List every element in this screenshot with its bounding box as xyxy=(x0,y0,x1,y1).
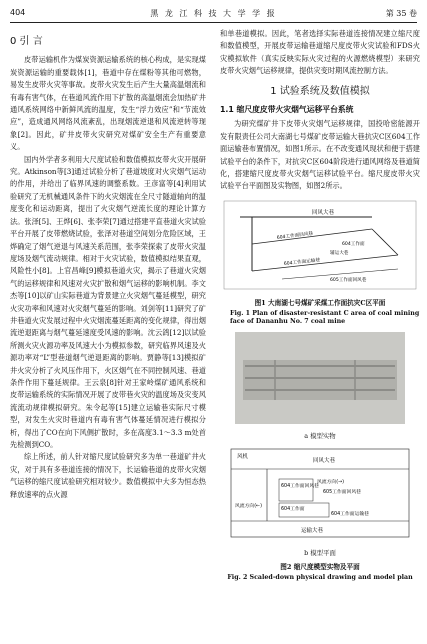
section-1-title: 1 试验系统及数值模拟 xyxy=(270,85,370,97)
figure-2-plan xyxy=(227,445,413,541)
label-main: 回风大巷 xyxy=(312,209,335,216)
plan-604-label: 604工作面 xyxy=(281,506,305,512)
right-column xyxy=(220,28,420,582)
plan-605-label: 605工作面回风巷 xyxy=(323,489,361,495)
figure-2-caption-zh: 图2 缩尺度模型实物及平面 xyxy=(280,563,360,572)
section-1-paragraph: 为研究煤矿井下皮带火灾烟气运移规律，国投哈密能源开发有限责任公司大南湖七号煤矿皮带运输大巷抗灾C区604工作面运输巷布置情况，如图1所示。在不改变通风现状和便于搭建试验平台的条件下，对抗灾C区604阶段进行通风网络及巷道简化，搭建缩尺度皮带火灾烟气运移试验平台。缩尺度皮带火灾试验平台平面图及实物图，如图2所示。 xyxy=(220,119,420,191)
label-face: 604工作面 xyxy=(342,241,365,247)
plan-fan: 风机 xyxy=(237,453,249,460)
intro-paragraph-2: 国内外学者多利用大尺度试验和数值模拟皮带火灾开展研究。Atkinson等[3]通过试验分析了巷道坡度对火灾烟气运动的作用，并给出了临界风速的调整系数。王彦富等[4]利用试验研究了无机械通风条件下的火灾烟流在全尺寸隧道轴向的温度变化和运动距离，提出了火灾烟气逆流长度的理论计算方法。张泽[5]、王烨[6]、张李荣[7]通过搭建平直巷道火灾试验平台开展了皮带燃烧试验，张泽对巷道空间划分危险区域，王烨确定了烟气逆退与风速关系范围，张李荣探索了皮带火灾温度场及烟气流动规律。相对于火灾试验，数值模拟结果直观，风险性小[8]。上官昌峰[9]模拟巷道火灾，揭示了巷道火灾烟气的运移规律和风速对火灾扩散和烟气运移的影响机制。李文杰等[10]以矿山实际巷道为背景建立火灾烟气蔓延模型，研究火灾功率和风速对火灾烟气蔓延的影响。刘剑等[11]研究了矿井巷道火灾发展过程中火灾烟流蔓延距离的变化规律，得出烟流逆退距离与烟气蔓延速度受风速的影响。沈云鸽[12]以试验所测火灾火源功率及风速大小为模拟参数，研究临界风速及火源功率对“L”型巷道烟气逆退距离的影响。贾静等[13]模拟矿井火灾分析了火风压作用下，火区烟气在不同控制风速、巷道条件作用下蔓延规律。王云泉[8]针对王家岭煤矿通风系统和皮带运输系统的实际情况开展了皮带巷火灾的温度场及灾变风流流动规律模拟研究。朱令起等[15]建立运输巷实际尺寸模型，对发生火灾时巷道内有毒有害气体蔓延情况进行模拟分析，得出了CO在向下风侧扩散时，多在高度3.1～3.3 m处首先检测到CO。 xyxy=(10,154,206,449)
volume-label: 第 35 卷 xyxy=(385,9,417,18)
plan-transport-main-label: 运输大巷 xyxy=(301,527,324,534)
intro-paragraph-cont: 和单巷道模拟。因此，笔者选择实际巷道连接情况建立缩尺度和数值模型，开展皮带运输巷道缩尺度皮带火灾试验和FDS火灾模拟软件（真实反映实际火灾过程的火源燃烧模型）来研究皮带火灾烟气运移规律，提供灾变时期风流控制方法。 xyxy=(220,29,420,76)
label-transport-way: 604工作面运输巷 xyxy=(283,258,321,267)
plan-flow-1: 风流方向(→) xyxy=(317,479,344,485)
left-column xyxy=(10,28,206,501)
page-number: 404 xyxy=(10,8,26,17)
label-inclined: 604工作面回风巷 xyxy=(276,231,314,241)
figure-1 xyxy=(220,199,420,326)
plan-face-return-label: 604工作面回风巷 xyxy=(281,483,319,489)
figure-1-drawing xyxy=(222,199,418,291)
plan-return-main-label: 回风大巷 xyxy=(313,457,336,464)
section-0-title: 0 引 言 xyxy=(10,36,43,47)
figure-2 xyxy=(220,332,420,582)
label-next-face: 605工作面回风巷 xyxy=(330,277,367,283)
intro-paragraph-3: 综上所述，前人针对缩尺度试验研究多为单一巷道矿井火灾，对于具有多巷道连接的情况下，长运输巷道的皮带火灾烟气运移的缩尺度试验研究相对较少。数值模拟中大多为恒态热释放速率的点火源 xyxy=(10,452,206,499)
page-header xyxy=(10,6,417,23)
figure-1-caption-zh: 图1 大南湖七号煤矿采煤工作面抗灾C区平面 xyxy=(254,299,386,308)
plan-flow-2: 风流方向(←) xyxy=(235,503,262,509)
intro-paragraph-1: 皮带运输机作为煤炭资源运输系统的核心构成，是实现煤炭资源运输的重要载体[1]，巷道中存在煤粉等其他可燃物，易发生皮带火灾等事故。皮带火灾发生后产生大量高温烟流和有毒有害气体，在巷道风流作用下扩散的高温烟流会加热矿井通风系统网络中新鲜风流的温度，发生“浮力效应”和“节流效应”，造成通风网络风流紊乱，出现烟流逆退和风流逆转等现象[2]。因此，矿井皮带火灾研究对煤矿安全生产有重要意义。 xyxy=(10,55,206,152)
subsection-1-1-title: 1.1 缩尺度皮带火灾烟气运移平台系统 xyxy=(220,105,354,115)
figure-2a-label: a 模型实物 xyxy=(304,432,336,441)
figure-1-caption-en: Fig. 1 Plan of disaster-resistant C area of coal mining face of Dananhu No. 7 coal mine xyxy=(230,309,420,325)
figure-2-photo xyxy=(235,332,405,424)
figure-2b-label: b 模型平面 xyxy=(304,548,336,557)
figure-2-caption-en: Fig. 2 Scaled-down physical drawing and model plan xyxy=(227,573,413,581)
label-transport-main: 辅运大巷 xyxy=(330,250,349,256)
journal-title: 黑 龙 江 科 技 大 学 学 报 xyxy=(150,9,277,18)
plan-transport-way-label: 604工作面运输巷 xyxy=(331,511,369,517)
